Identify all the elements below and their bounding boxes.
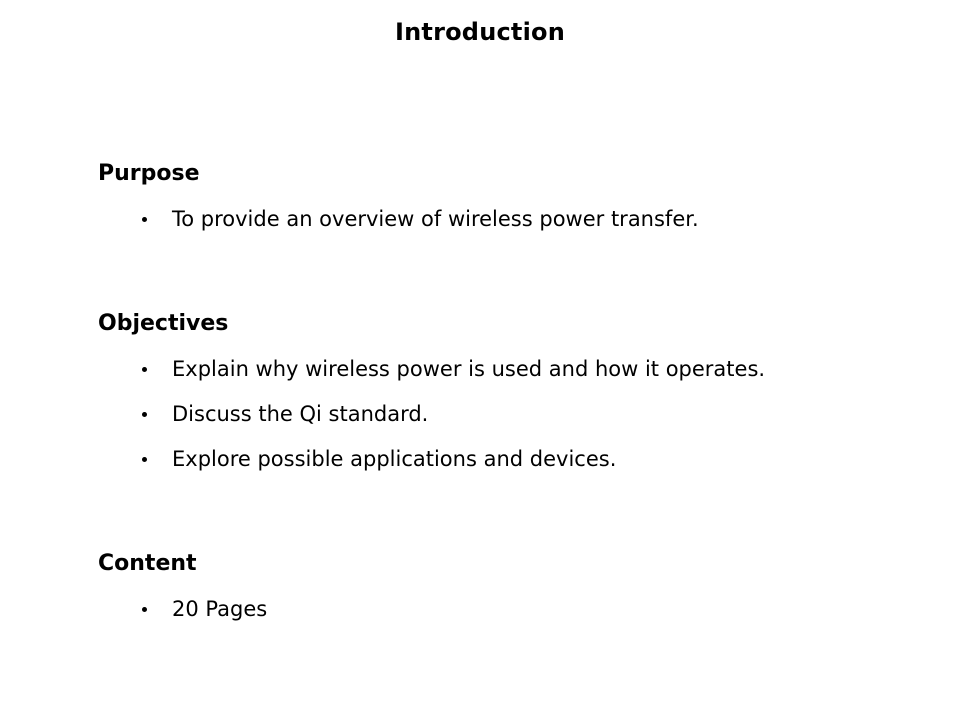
bullet-icon [142, 412, 147, 417]
content-heading: Content [98, 551, 197, 576]
bullet-icon [142, 607, 147, 612]
content-list-item [98, 594, 898, 624]
list-item-text: Explain why wireless power is used and how it operates. [172, 357, 766, 381]
purpose-list-item [98, 204, 898, 234]
page-title: Introduction [395, 18, 565, 46]
bullet-icon [142, 367, 147, 372]
list-item-text: To provide an overview of wireless power transfer. [172, 207, 699, 231]
objectives-list-item [98, 444, 898, 474]
bullet-icon [142, 217, 147, 222]
purpose-list [98, 204, 898, 234]
content-list [98, 594, 898, 624]
objectives-section [98, 309, 898, 474]
bullet-icon [142, 457, 147, 462]
list-item-text: Discuss the Qi standard. [172, 402, 429, 426]
purpose-heading: Purpose [98, 161, 200, 186]
content-section [98, 549, 898, 624]
list-item-text: Explore possible applications and devices. [172, 447, 617, 471]
objectives-heading: Objectives [98, 311, 229, 336]
purpose-section [98, 159, 898, 234]
objectives-list-item [98, 354, 898, 384]
objectives-list [98, 354, 898, 474]
list-item-text: 20 Pages [172, 597, 268, 621]
objectives-list-item [98, 399, 898, 429]
